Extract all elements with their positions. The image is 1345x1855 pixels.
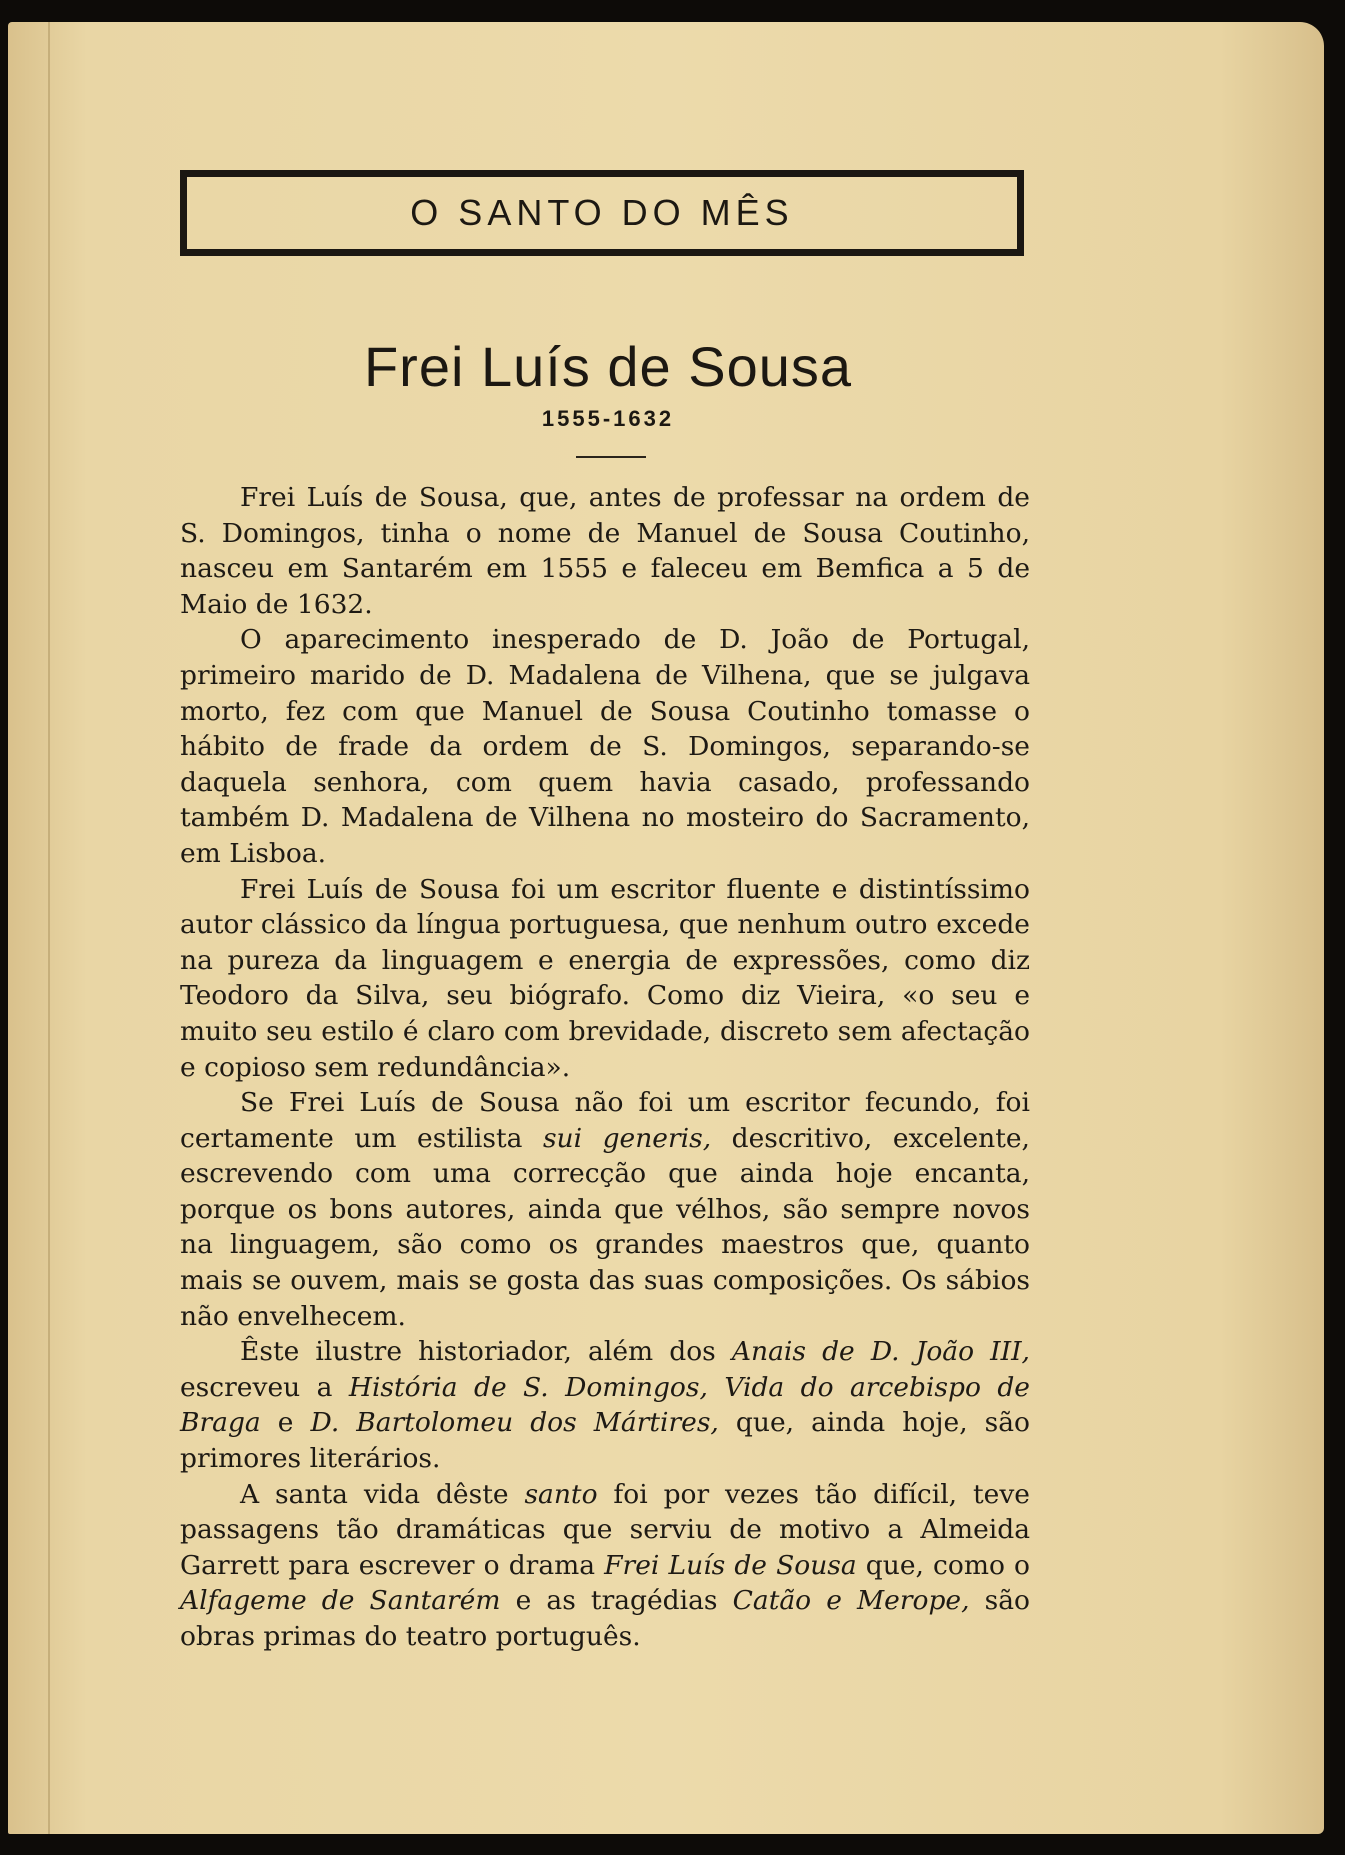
section-banner-label: O SANTO DO MÊS xyxy=(410,192,794,233)
article-years: 1555-1632 xyxy=(541,406,675,431)
paragraph-6-text-d: e as tragédias xyxy=(500,1585,733,1617)
paragraph-6-italic-1: santo xyxy=(524,1478,598,1510)
article-title: Frei Luís de Sousa xyxy=(363,335,853,398)
title-divider xyxy=(576,456,646,458)
paragraph-5 xyxy=(180,1334,1030,1476)
paragraph-6-text-e: são obras primas do teatro português. xyxy=(180,1585,1030,1652)
paragraph-6-text-a: A santa vida dêste xyxy=(240,1478,525,1510)
article-body xyxy=(180,480,1030,1655)
paragraph-6-italic-4: Catão e Merope, xyxy=(732,1585,970,1617)
paragraph-3: Frei Luís de Sousa foi um escritor fluente e distintíssimo autor clássico da língua portuguesa, que nenhum outro excede na pureza da linguagem e energia de expressões, como diz Teodoro da Silva, seu biógrafo. Como diz Vieira, «o seu e muito seu estilo é claro com brevidade, discreto sem afectação e copioso sem redundância». xyxy=(180,873,1030,1083)
paragraph-5-text-b: escreveu a xyxy=(180,1371,349,1403)
paragraph-5-italic-2: História de S. Domingos, Vida do arcebispo de Braga xyxy=(180,1371,1030,1439)
paragraph-5-text-d: que, ainda hoje, são primores literários. xyxy=(180,1407,1031,1475)
paragraph-4-text-b: descritivo, excelente, escrevendo com uma correcção que ainda hoje encanta, porque os bons autores, ainda que vélhos, são sempre novos na linguagem, são como os grandes maestros que, quanto mais se ouvem, mais se gosta das suas composições. Os sábios não envelhecem. xyxy=(180,1122,1030,1332)
paragraph-4 xyxy=(180,1085,1030,1334)
paragraph-4-text-a: Se Frei Luís de Sousa não foi um escritor fecundo, foi certamente um estilista xyxy=(180,1087,1030,1154)
paragraph-6-italic-2: Frei Luís de Sousa xyxy=(604,1549,857,1581)
paragraph-6-italic-3: Alfageme de Santarém xyxy=(180,1585,501,1617)
paragraph-1: Frei Luís de Sousa, que, antes de professar na ordem de S. Domingos, tinha o nome de Manuel de Sousa Coutinho, nasceu em Santarém em 1555 e faleceu em Bemfica a 5 de Maio de 1632. xyxy=(180,482,1030,620)
paragraph-6-text-c: que, como o xyxy=(856,1549,1030,1581)
paragraph-6-text-b: foi por vezes tão difícil, teve passagens tão dramáticas que serviu de motivo a Almeida Garrett para escrever o drama xyxy=(180,1478,1030,1581)
page xyxy=(8,22,1324,1834)
paragraph-5-text-a: Êste ilustre historiador, além dos xyxy=(240,1336,732,1368)
paragraph-6 xyxy=(180,1477,1030,1655)
paragraph-5-text-c: e xyxy=(260,1407,311,1439)
paragraph-2: O aparecimento inesperado de D. João de Portugal, primeiro marido de D. Madalena de Vilhena, que se julgava morto, fez com que Manuel de Sousa Coutinho tomasse o hábito de frade da ordem de S. Domingos, separando-se daquela senhora, com quem havia casado, professando também D. Madalena de Vilhena no mosteiro do Sacramento, em Lisboa. xyxy=(180,624,1030,869)
section-banner xyxy=(180,170,1024,256)
paragraph-5-italic-3: D. Bartolomeu dos Mártires, xyxy=(310,1407,719,1439)
paragraph-5-italic-1: Anais de D. João III, xyxy=(731,1336,1030,1368)
paragraph-4-italic-1: sui generis, xyxy=(542,1122,712,1154)
